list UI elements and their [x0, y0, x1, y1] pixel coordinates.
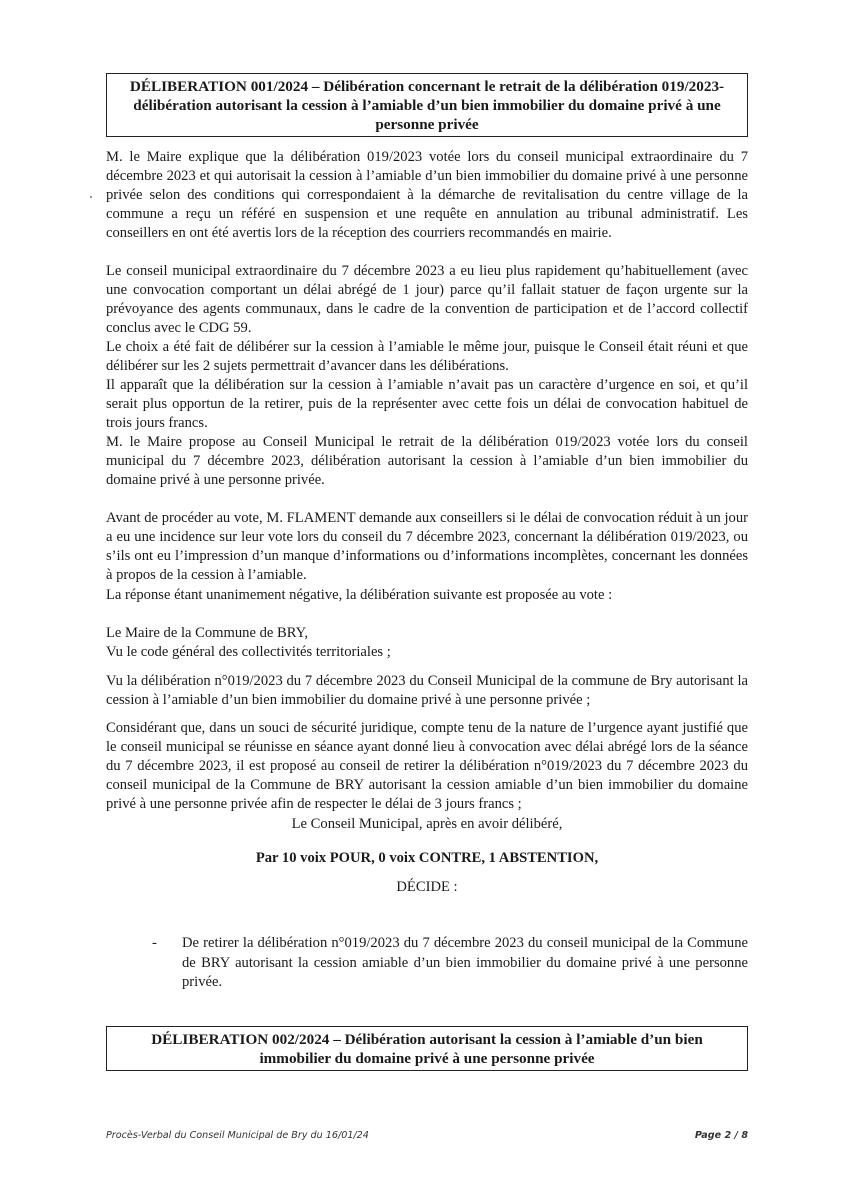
footer-document-name: Procès-Verbal du Conseil Municipal de Bry du 16/01/24	[106, 1130, 369, 1141]
paragraph-vu-deliberation: Vu la délibération n°019/2023 du 7 décembre 2023 du Conseil Municipal de la commune de Bry autorisant la cession à l’amiable d’un bien immobilier du domaine privé à une personne privée ;	[106, 673, 748, 709]
scan-artifact	[90, 196, 92, 198]
deliberation-title-001: DÉLIBERATION 001/2024 – Délibération concernant le retrait de la délibération 019/2023- délibération autorisant la cession à l’amiable d’un bien immobilier du domaine privé à une personne privée	[129, 78, 725, 133]
decision-intro: Le Conseil Municipal, après en avoir délibéré,	[291, 816, 563, 832]
vote-result: Par 10 voix POUR, 0 voix CONTRE, 1 ABSTENTION,	[255, 850, 599, 866]
paragraph-conseil-extraordinaire: Le conseil municipal extraordinaire du 7 décembre 2023 a eu lieu plus rapidement qu’habituellement (avec une convocation comportant un délai abrégé de 1 jour) parce qu’il fallait statuer de façon urgente sur la prévoyance des agents communaux, dans le cadre de la convention de participation et de l’accord collectif conclus avec le CDG 59.	[106, 263, 748, 337]
paragraph-flament-question: Avant de procéder au vote, M. FLAMENT demande aux conseillers si le délai de convocation réduit à un jour a eu une incidence sur leur vote lors du conseil du 7 décembre 2023, concernant la délibération 019/2023, ou s’ils ont eu l’impression d’un manque d’informations ou d’informations incomplètes, concernant les données à propos de la cession à l’amiable.	[106, 510, 748, 584]
decision-bullet-text: De retirer la délibération n°019/2023 du 7 décembre 2023 du conseil municipal de la Commune de BRY autorisant la cession amiable d’un bien immobilier du domaine privé à une personne privée.	[182, 935, 748, 990]
paragraph-vu-code: Vu le code général des collectivités territoriales ;	[106, 644, 391, 660]
paragraph-considerant: Considérant que, dans un souci de sécurité juridique, compte tenu de la nature de l’urgence ayant justifié que le conseil municipal se réunisse en séance ayant donné lieu à convocation avec délai abrégé lors de la séance du 7 décembre 2023, il est proposé au conseil de retirer la délibération n°019/2023 du 7 décembre 2023 du conseil municipal de la Commune de BRY autorisant la cession amiable d’un bien immobilier du domaine privé à une personne privée afin de respecter le délai de 3 jours francs ;	[106, 720, 748, 813]
paragraph-proposition-retrait: M. le Maire propose au Conseil Municipal le retrait de la délibération 019/2023 votée lors du conseil municipal du 7 décembre 2023, délibération autorisant la cession à l’amiable d’un bien immobilier du domaine privé à une personne privée.	[106, 434, 748, 489]
decide-heading: DÉCIDE :	[396, 879, 458, 895]
paragraph-choix-deliberer: Le choix a été fait de délibérer sur la cession à l’amiable le même jour, puisque le Conseil était réuni et que délibérer sur les 2 sujets permettrait d’avancer dans les délibérations.	[106, 339, 748, 375]
deliberation-title-box-002	[106, 1026, 748, 1071]
paragraph-maire-explique: M. le Maire explique que la délibération 019/2023 votée lors du conseil municipal extraordinaire du 7 décembre 2023 et qui autorisait la cession à l’amiable d’un bien immobilier du domaine privé à une personne privée selon des conditions qui correspondaient à la démarche de revitalisation du centre village de la commune a reçu un référé en suspension et une requête en annulation au tribunal administratif. Les conseillers en ont été avertis lors de la réception des courriers recommandés en mairie.	[106, 149, 748, 242]
deliberation-title-002: DÉLIBERATION 002/2024 – Délibération autorisant la cession à l’amiable d’un bien immobilier du domaine privé à une personne privée	[151, 1031, 703, 1067]
footer-page-number: Page 2 / 8	[694, 1130, 748, 1141]
paragraph-urgence: Il apparaît que la délibération sur la cession à l’amiable n’avait pas un caractère d’urgence en soi, et qu’il serait plus opportun de la retirer, puis de la représenter avec cette fois un délai de convocation habituel de trois jours francs.	[106, 377, 748, 432]
paragraph-maire-bry: Le Maire de la Commune de BRY,	[106, 625, 308, 641]
deliberation-title-box-001	[106, 73, 748, 137]
bullet-dash: -	[152, 935, 157, 951]
paragraph-reponse-negative: La réponse étant unanimement négative, la délibération suivante est proposée au vote :	[106, 587, 613, 603]
decision-bullet	[152, 934, 748, 993]
